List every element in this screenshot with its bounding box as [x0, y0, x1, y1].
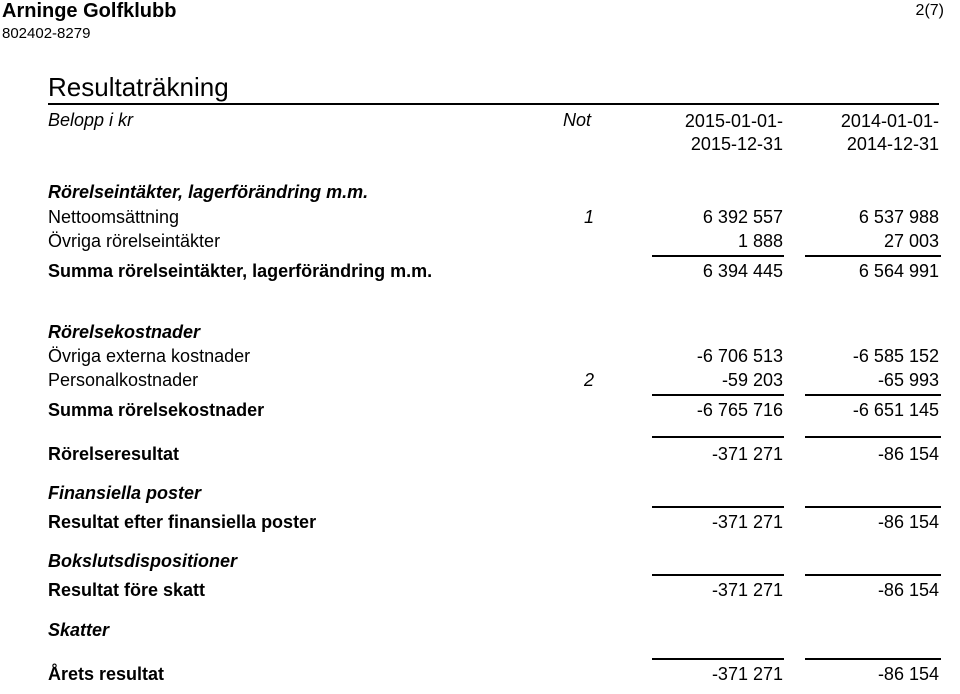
- period-current-header: [685, 110, 783, 156]
- revenue-total-previous: 6 564 991: [858, 261, 939, 281]
- revenue-total-label: Summa rörelseintäkter, lagerförändring m.m.: [48, 261, 433, 281]
- period-current-start: 2015-01-01-: [684, 111, 783, 131]
- organization-number: 802402-8279: [2, 25, 91, 42]
- revenue-heading: Rörelseintäkter, lagerförändring m.m.: [48, 182, 369, 202]
- organization-name: Arninge Golfklubb: [2, 0, 177, 22]
- amount-unit-label: Belopp i kr: [48, 110, 134, 130]
- result-after-financial-previous: -86 154: [877, 512, 939, 532]
- result-before-tax-previous: -86 154: [877, 580, 939, 600]
- net-sales-label: Nettoomsättning: [48, 207, 180, 227]
- external-costs-label: Övriga externa kostnader: [48, 346, 251, 366]
- sum-line-current: [652, 255, 784, 257]
- external-costs-previous: -6 585 152: [852, 346, 939, 366]
- net-sales-previous: 6 537 988: [858, 207, 939, 227]
- costs-total-current: -6 765 716: [696, 400, 783, 420]
- other-income-previous: 27 003: [883, 231, 939, 251]
- result-after-financial-label: Resultat efter finansiella poster: [48, 512, 317, 532]
- operating-result-current: -371 271: [711, 444, 783, 464]
- net-sales-current: 6 392 557: [702, 207, 783, 227]
- period-current-end: 2015-12-31: [690, 134, 783, 154]
- sum-line-current: [652, 436, 784, 438]
- sum-line-previous: [805, 255, 941, 257]
- operating-result-previous: -86 154: [877, 444, 939, 464]
- financial-heading: Finansiella poster: [48, 483, 202, 503]
- result-before-tax-label: Resultat före skatt: [48, 580, 206, 600]
- title-divider: [48, 103, 939, 105]
- costs-total-label: Summa rörelsekostnader: [48, 400, 265, 420]
- net-sales-note: 1: [584, 207, 595, 227]
- net-result-label: Årets resultat: [48, 664, 165, 684]
- page-number: 2(7): [915, 2, 944, 19]
- sum-line-previous: [805, 506, 941, 508]
- net-result-current: -371 271: [711, 664, 783, 684]
- revenue-total-current: 6 394 445: [702, 261, 783, 281]
- page-title: Resultaträkning: [48, 72, 229, 102]
- personnel-costs-current: -59 203: [721, 370, 783, 390]
- period-previous-end: 2014-12-31: [846, 134, 939, 154]
- costs-heading: Rörelsekostnader: [48, 322, 201, 342]
- period-previous-header: [841, 110, 939, 156]
- personnel-costs-note: 2: [584, 370, 595, 390]
- sum-line-previous: [805, 394, 941, 396]
- personnel-costs-previous: -65 993: [877, 370, 939, 390]
- note-column-header: Not: [563, 110, 592, 130]
- result-after-financial-current: -371 271: [711, 512, 783, 532]
- period-previous-start: 2014-01-01-: [840, 111, 939, 131]
- appropriations-heading: Bokslutsdispositioner: [48, 551, 238, 571]
- external-costs-current: -6 706 513: [696, 346, 783, 366]
- sum-line-current: [652, 394, 784, 396]
- sum-line-current: [652, 658, 784, 660]
- sum-line-previous: [805, 574, 941, 576]
- other-income-label: Övriga rörelseintäkter: [48, 231, 221, 251]
- net-result-previous: -86 154: [877, 664, 939, 684]
- costs-total-previous: -6 651 145: [852, 400, 939, 420]
- sum-line-current: [652, 574, 784, 576]
- tax-heading: Skatter: [48, 620, 110, 640]
- result-before-tax-current: -371 271: [711, 580, 783, 600]
- sum-line-previous: [805, 658, 941, 660]
- sum-line-current: [652, 506, 784, 508]
- sum-line-previous: [805, 436, 941, 438]
- operating-result-label: Rörelseresultat: [48, 444, 180, 464]
- personnel-costs-label: Personalkostnader: [48, 370, 199, 390]
- other-income-current: 1 888: [737, 231, 783, 251]
